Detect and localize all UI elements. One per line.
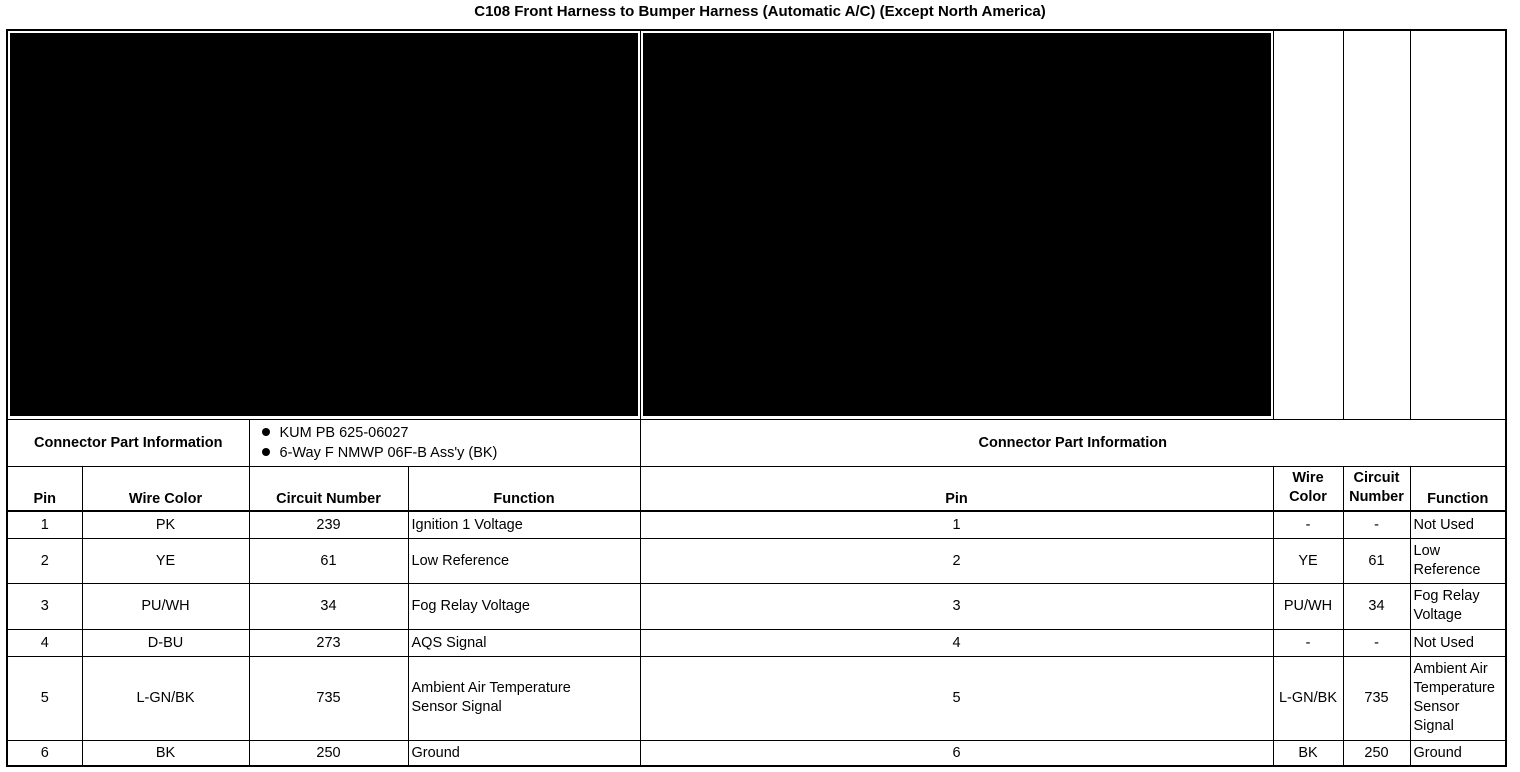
connector-part-info-label-left: Connector Part Information (7, 419, 249, 466)
header-wire-color-right: Wire Color (1273, 466, 1343, 511)
wire-color-cell: YE (82, 538, 249, 583)
header-circuit-number-right: Circuit Number (1343, 466, 1410, 511)
pin-cell: 3 (7, 583, 82, 629)
wire-color-cell: YE (1273, 538, 1343, 583)
pin-cell: 4 (640, 629, 1273, 656)
wire-color-cell: PU/WH (82, 583, 249, 629)
circuit-number-cell: - (1343, 511, 1410, 538)
header-function-right: Function (1410, 466, 1506, 511)
wire-color-cell: D-BU (82, 629, 249, 656)
pin-cell: 3 (640, 583, 1273, 629)
table-row (7, 629, 1506, 656)
connector-image-right (640, 30, 1273, 419)
circuit-number-cell: 34 (249, 583, 408, 629)
image-spacer-cell (1410, 30, 1506, 419)
function-cell: Low Reference (408, 538, 640, 583)
function-cell: Ground (408, 740, 640, 766)
circuit-number-cell: 735 (249, 656, 408, 740)
pin-cell: 1 (640, 511, 1273, 538)
wire-color-cell: - (1273, 629, 1343, 656)
function-cell: Ambient Air Temperature Sensor Signal (408, 656, 640, 740)
table-row (7, 740, 1506, 766)
image-spacer-cell (1273, 30, 1343, 419)
pin-cell: 5 (640, 656, 1273, 740)
header-circuit-number-left: Circuit Number (249, 466, 408, 511)
header-pin-right: Pin (640, 466, 1273, 511)
pin-cell: 1 (7, 511, 82, 538)
table-row (7, 656, 1506, 740)
function-cell: Fog Relay Voltage (408, 583, 640, 629)
function-cell: AQS Signal (408, 629, 640, 656)
circuit-number-cell: 61 (249, 538, 408, 583)
function-cell: Low Reference (1410, 538, 1506, 583)
pin-cell: 5 (7, 656, 82, 740)
header-wire-color-left: Wire Color (82, 466, 249, 511)
wire-color-cell: L-GN/BK (1273, 656, 1343, 740)
connector-part-item: KUM PB 625-06027 (256, 423, 637, 443)
wire-color-cell: PU/WH (1273, 583, 1343, 629)
function-cell: Not Used (1410, 511, 1506, 538)
connector-image-left (7, 30, 640, 419)
circuit-number-cell: 239 (249, 511, 408, 538)
pin-cell: 6 (7, 740, 82, 766)
circuit-number-cell: 61 (1343, 538, 1410, 583)
circuit-number-cell: 250 (1343, 740, 1410, 766)
pin-cell: 4 (7, 629, 82, 656)
circuit-number-cell: 250 (249, 740, 408, 766)
page-title: C108 Front Harness to Bumper Harness (Automatic A/C) (Except North America) (474, 3, 1046, 20)
wire-color-cell: BK (82, 740, 249, 766)
wire-color-cell: L-GN/BK (82, 656, 249, 740)
table-row (7, 538, 1506, 583)
wire-color-cell: BK (1273, 740, 1343, 766)
function-cell: Ground (1410, 740, 1506, 766)
pin-cell: 2 (640, 538, 1273, 583)
table-row (7, 583, 1506, 629)
function-cell: Ignition 1 Voltage (408, 511, 640, 538)
function-cell: Not Used (1410, 629, 1506, 656)
bullet-icon (262, 448, 270, 456)
pin-cell: 6 (640, 740, 1273, 766)
circuit-number-cell: 735 (1343, 656, 1410, 740)
circuit-number-cell: 34 (1343, 583, 1410, 629)
header-function-left: Function (408, 466, 640, 511)
wire-color-cell: PK (82, 511, 249, 538)
wire-color-cell: - (1273, 511, 1343, 538)
table-row (7, 511, 1506, 538)
image-spacer-cell (1343, 30, 1410, 419)
circuit-number-cell: - (1343, 629, 1410, 656)
connector-part-list (249, 419, 640, 466)
circuit-number-cell: 273 (249, 629, 408, 656)
connector-part-info-label-right: Connector Part Information (640, 419, 1506, 466)
connector-table (6, 29, 1507, 767)
bullet-icon (262, 428, 270, 436)
function-cell: Ambient Air Temperature Sensor Signal (1410, 656, 1506, 740)
connector-part-item: 6-Way F NMWP 06F-B Ass'y (BK) (256, 443, 637, 463)
pin-cell: 2 (7, 538, 82, 583)
function-cell: Fog Relay Voltage (1410, 583, 1506, 629)
header-pin-left: Pin (7, 466, 82, 511)
